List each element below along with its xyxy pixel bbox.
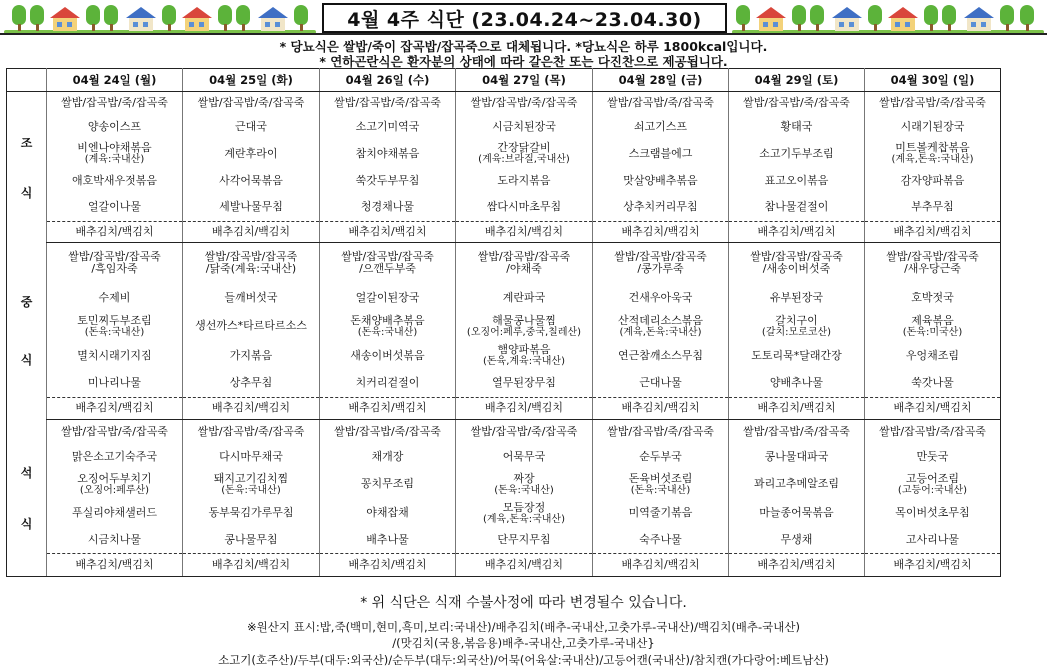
menu-item: 배추김치/백김치 <box>47 397 183 420</box>
menu-item: 계란파국 <box>456 284 593 312</box>
menu-item: 참나물겉절이 <box>729 194 865 221</box>
menu-body <box>7 92 1001 577</box>
house-icon <box>966 7 992 31</box>
menu-item-origin: (오징어:페루,중국,칠레산) <box>466 326 582 338</box>
lunch-row <box>7 312 1001 341</box>
breakfast-row <box>7 92 1001 114</box>
day-header: 04월 30일 (일) <box>865 69 1001 92</box>
tree-icon <box>30 5 44 31</box>
menu-item: 수제비 <box>47 284 183 312</box>
menu-item: 야채잡채 <box>320 499 456 528</box>
menu-item: 배추김치/백김치 <box>320 397 456 420</box>
menu-item: 배추김치/백김치 <box>593 397 729 420</box>
menu-item-origin: (돈육:국내산) <box>221 484 281 496</box>
menu-item-origin: (계육,돈육:국내산) <box>619 326 702 338</box>
menu-item-name: 돼지고기김치찜 <box>213 471 289 485</box>
menu-item: 배추김치/백김치 <box>865 397 1001 420</box>
menu-item: 쌀밥/잡곡밥/죽/잡곡죽 <box>593 92 729 114</box>
menu-item: 양송이스프 <box>47 113 183 140</box>
header-decoration-left <box>4 2 316 34</box>
lunch-row <box>7 243 1001 284</box>
menu-item: 상추무침 <box>183 370 320 397</box>
menu-item-origin: (돈육:국내산) <box>630 484 691 496</box>
menu-item: 맑은소고기숙주국 <box>47 445 183 470</box>
menu-item: 새송이버섯볶음 <box>320 341 456 370</box>
menu-item-origin: /닭죽(계육:국내산) <box>205 262 297 276</box>
menu-item: 쌀밥/잡곡밥/죽/잡곡죽 <box>183 92 320 114</box>
menu-item-origin: /새우당근죽 <box>904 262 961 276</box>
menu-item: 애호박새우젓볶음 <box>47 167 183 194</box>
menu-item <box>456 140 593 167</box>
menu-item: 생선까스*타르타르소스 <box>183 312 320 341</box>
dinner-row <box>7 528 1001 554</box>
day-header: 04월 27일 (목) <box>456 69 593 92</box>
menu-item: 근대나물 <box>593 370 729 397</box>
menu-item-origin: /흑임자죽 <box>91 262 138 276</box>
tree-icon <box>12 5 26 31</box>
menu-item-origin: (오징어:페루산) <box>79 484 150 496</box>
menu-item: 사각어묵볶음 <box>183 167 320 194</box>
dinner-label <box>7 420 47 577</box>
menu-item: 열무된장무침 <box>456 370 593 397</box>
menu-item: 감자양파볶음 <box>865 167 1001 194</box>
meal-label-top: 석 <box>20 465 33 480</box>
menu-item-name: 제육볶음 <box>911 313 954 327</box>
menu-item: 배추김치/백김치 <box>47 221 183 243</box>
menu-item: 가지볶음 <box>183 341 320 370</box>
menu-item: 호박젓국 <box>865 284 1001 312</box>
menu-item-name: 갈치구이 <box>775 313 818 327</box>
tree-icon <box>736 5 750 31</box>
menu-item <box>456 243 593 284</box>
menu-item-name: 쌀밥/잡곡밥/잡곡죽 <box>886 250 979 264</box>
menu-item <box>456 469 593 498</box>
menu-item <box>47 140 183 167</box>
day-header-row <box>7 69 1001 92</box>
menu-item <box>47 469 183 498</box>
menu-item: 배추김치/백김치 <box>183 554 320 577</box>
menu-item <box>320 243 456 284</box>
menu-item: 채개장 <box>320 445 456 470</box>
menu-item <box>729 312 865 341</box>
menu-item: 멸치시래기지짐 <box>47 341 183 370</box>
menu-item-name: 짜장 <box>513 471 535 485</box>
weekly-menu-table <box>6 68 1001 577</box>
menu-item-name: 오징어두부치기 <box>77 471 152 485</box>
menu-item: 황태국 <box>729 113 865 140</box>
menu-item-origin: /콩가루죽 <box>637 262 684 276</box>
menu-item: 부추무침 <box>865 194 1001 221</box>
menu-item: 고사리나물 <box>865 528 1001 554</box>
breakfast-label <box>7 92 47 243</box>
meal-label-bottom: 식 <box>20 517 33 532</box>
menu-item-origin: (돈육:미국산) <box>902 326 963 338</box>
menu-item: 콩나물무침 <box>183 528 320 554</box>
menu-item-name: 돈채양배추볶음 <box>350 313 425 327</box>
menu-item <box>47 243 183 284</box>
menu-item: 배추김치/백김치 <box>593 221 729 243</box>
menu-item: 배추김치/백김치 <box>183 221 320 243</box>
menu-item <box>183 243 320 284</box>
menu-item: 표고오이볶음 <box>729 167 865 194</box>
menu-item: 쌀밥/잡곡밥/죽/잡곡죽 <box>183 420 320 445</box>
menu-item <box>456 341 593 370</box>
lunch-label <box>7 243 47 420</box>
house-icon <box>52 7 78 31</box>
menu-item: 배추김치/백김치 <box>456 397 593 420</box>
menu-item-origin: (돈육:국내산) <box>357 326 418 338</box>
page-title: 4월 4주 식단 (23.04.24~23.04.30) <box>347 8 702 31</box>
tree-icon <box>294 5 308 31</box>
dinner-row <box>7 554 1001 577</box>
origin-line-3: 소고기(호주산)/두부(대두:외국산)/순두부(대두:외국산)/어묵(어육살:국내산)/고등어캔(국내산)/참치캔(가다랑어:베트남산) <box>218 653 829 667</box>
breakfast-row <box>7 113 1001 140</box>
house-icon <box>184 7 210 31</box>
menu-item: 쌈다시마초무침 <box>456 194 593 221</box>
menu-item: 단무지무침 <box>456 528 593 554</box>
menu-item: 참치야채볶음 <box>320 140 456 167</box>
menu-item-name: 해물콩나물찜 <box>492 313 556 327</box>
menu-item: 세발나물무침 <box>183 194 320 221</box>
menu-item-origin: (고등어:국내산) <box>897 484 968 496</box>
lunch-row <box>7 341 1001 370</box>
menu-item <box>456 312 593 341</box>
menu-item-origin: (계육:국내산) <box>84 154 145 166</box>
menu-item-name: 쌀밥/잡곡밥/잡곡죽 <box>750 250 843 264</box>
breakfast-row <box>7 194 1001 221</box>
menu-item-name: 돈육버섯조림 <box>628 471 693 485</box>
header-rule <box>0 33 1047 35</box>
menu-item-origin: (돈육:국내산) <box>84 326 145 338</box>
menu-item-name: 간장닭갈비 <box>497 141 551 155</box>
header-decoration-right <box>732 2 1044 34</box>
menu-item: 어묵무국 <box>456 445 593 470</box>
menu-item: 배추김치/백김치 <box>729 554 865 577</box>
menu-item <box>865 312 1001 341</box>
menu-item: 목이버섯초무침 <box>865 499 1001 528</box>
menu-item: 쌀밥/잡곡밥/죽/잡곡죽 <box>456 92 593 114</box>
menu-item: 배추김치/백김치 <box>47 554 183 577</box>
tree-icon <box>86 5 100 31</box>
menu-item: 얼갈이나물 <box>47 194 183 221</box>
menu-item: 연근참깨소스무침 <box>593 341 729 370</box>
menu-item: 쌀밥/잡곡밥/죽/잡곡죽 <box>320 420 456 445</box>
house-icon <box>128 7 154 31</box>
lunch-row <box>7 284 1001 312</box>
menu-item: 시래기된장국 <box>865 113 1001 140</box>
menu-item: 시금치나물 <box>47 528 183 554</box>
house-icon <box>834 7 860 31</box>
menu-item <box>865 140 1001 167</box>
menu-item: 맛살양배추볶음 <box>593 167 729 194</box>
menu-item: 배추김치/백김치 <box>320 221 456 243</box>
menu-item: 배추김치/백김치 <box>183 397 320 420</box>
day-header: 04월 29일 (토) <box>729 69 865 92</box>
menu-item: 쌀밥/잡곡밥/죽/잡곡죽 <box>47 420 183 445</box>
menu-item: 계란후라이 <box>183 140 320 167</box>
origin-line-2: /(맛김치(국용,볶음용)배추-국내산,고춧가루-국내산} <box>392 636 655 650</box>
menu-item-origin: /새송이버섯죽 <box>762 262 831 276</box>
menu-item: 다시마무채국 <box>183 445 320 470</box>
menu-item-name: 미트볼케찹볶음 <box>895 141 970 155</box>
menu-item: 쌀밥/잡곡밥/죽/잡곡죽 <box>729 420 865 445</box>
menu-item: 우엉채조림 <box>865 341 1001 370</box>
menu-item: 청경채나물 <box>320 194 456 221</box>
menu-item-name: 고등어조림 <box>905 471 960 485</box>
house-icon <box>260 7 286 31</box>
menu-item: 콩나물대파국 <box>729 445 865 470</box>
menu-item: 도토리묵*달래간장 <box>729 341 865 370</box>
menu-item: 쌀밥/잡곡밥/죽/잡곡죽 <box>593 420 729 445</box>
menu-item: 근대국 <box>183 113 320 140</box>
change-notice: * 위 식단은 식재 수불사정에 따라 변경될수 있습니다. <box>360 595 687 611</box>
title-box <box>322 3 727 33</box>
menu-item: 배추김치/백김치 <box>456 221 593 243</box>
menu-item: 쌀밥/잡곡밥/죽/잡곡죽 <box>865 420 1001 445</box>
menu-item <box>593 469 729 498</box>
menu-item <box>47 312 183 341</box>
menu-item: 무생채 <box>729 528 865 554</box>
menu-item-name: 쌀밥/잡곡밥/잡곡죽 <box>341 250 434 264</box>
menu-item: 만둣국 <box>865 445 1001 470</box>
menu-item <box>183 469 320 498</box>
menu-item-origin: (돈육,계육:국내산) <box>483 356 565 368</box>
menu-item-name: 모듬장정 <box>502 500 546 514</box>
menu-item: 배추나물 <box>320 528 456 554</box>
day-header: 04월 28일 (금) <box>593 69 729 92</box>
menu-item: 배추김치/백김치 <box>729 221 865 243</box>
tree-icon <box>942 5 956 31</box>
menu-item: 꽈리고추메알조림 <box>729 469 865 498</box>
menu-item <box>593 312 729 341</box>
breakfast-row <box>7 221 1001 243</box>
tree-icon <box>868 5 882 31</box>
menu-item-origin: /으깬두부죽 <box>359 262 416 276</box>
menu-item <box>865 469 1001 498</box>
breakfast-row <box>7 140 1001 167</box>
tree-icon <box>1020 5 1034 31</box>
tree-icon <box>924 5 938 31</box>
menu-item: 쌀밥/잡곡밥/죽/잡곡죽 <box>320 92 456 114</box>
corner-cell <box>7 69 47 92</box>
dysphagia-notice: * 연하곤란식은 환자분의 상태에 따라 갈은찬 또는 다진찬으로 제공됩니다. <box>319 54 728 69</box>
menu-item-origin: /야채죽 <box>506 262 542 276</box>
menu-item <box>865 243 1001 284</box>
menu-item-origin: (갈치:모로코산) <box>761 326 832 338</box>
menu-item-name: 쌀밥/잡곡밥/잡곡죽 <box>204 250 298 264</box>
menu-item: 소고기미역국 <box>320 113 456 140</box>
menu-item: 쌀밥/잡곡밥/죽/잡곡죽 <box>456 420 593 445</box>
meal-label-bottom: 식 <box>20 185 33 200</box>
menu-item: 마늘종어묵볶음 <box>729 499 865 528</box>
tree-icon <box>104 5 118 31</box>
menu-item: 숙주나물 <box>593 528 729 554</box>
menu-item: 건새우아욱국 <box>593 284 729 312</box>
breakfast-row <box>7 167 1001 194</box>
menu-item-name: 쌀밥/잡곡밥/잡곡죽 <box>614 250 707 264</box>
menu-item: 배추김치/백김치 <box>865 221 1001 243</box>
menu-item-name: 쌀밥/잡곡밥/잡곡죽 <box>477 250 571 264</box>
dinner-row <box>7 445 1001 470</box>
menu-item: 쌀밥/잡곡밥/죽/잡곡죽 <box>865 92 1001 114</box>
meal-label-top: 중 <box>20 294 33 309</box>
menu-item <box>729 243 865 284</box>
menu-item: 쑥갓두부무침 <box>320 167 456 194</box>
menu-item-name: 산적데리소스볶음 <box>617 313 703 327</box>
menu-item: 동부묵김가루무침 <box>183 499 320 528</box>
menu-item: 유부된장국 <box>729 284 865 312</box>
menu-item: 미역줄기볶음 <box>593 499 729 528</box>
menu-item: 배추김치/백김치 <box>456 554 593 577</box>
lunch-row <box>7 397 1001 420</box>
menu-item: 배추김치/백김치 <box>729 397 865 420</box>
meal-label-bottom: 식 <box>20 353 33 368</box>
menu-item: 상추치커리무침 <box>593 194 729 221</box>
dinner-row <box>7 420 1001 445</box>
day-header: 04월 26일 (수) <box>320 69 456 92</box>
tree-icon <box>236 5 250 31</box>
menu-item: 꽁치무조림 <box>320 469 456 498</box>
dinner-row <box>7 499 1001 528</box>
menu-item-name: 비엔나야채볶음 <box>77 141 152 155</box>
menu-item-name: 쌀밥/잡곡밥/잡곡죽 <box>68 250 161 264</box>
menu-item: 배추김치/백김치 <box>320 554 456 577</box>
origin-line-1: ※원산지 표시:밥,죽(백미,현미,흑미,보리:국내산)/배추김치(배추-국내산,고춧가루-국내산)/백김치(배추-국내산) <box>246 620 800 634</box>
menu-item: 미나리나물 <box>47 370 183 397</box>
menu-item: 시금치된장국 <box>456 113 593 140</box>
menu-item: 쑥갓나물 <box>865 370 1001 397</box>
tree-icon <box>218 5 232 31</box>
menu-item: 스크램블에그 <box>593 140 729 167</box>
menu-item-origin: (돈육:국내산) <box>494 484 554 496</box>
menu-item: 도라지볶음 <box>456 167 593 194</box>
menu-item-name: 토민찌두부조림 <box>77 313 152 327</box>
lunch-row <box>7 370 1001 397</box>
tree-icon <box>1000 5 1014 31</box>
menu-item: 들깨버섯국 <box>183 284 320 312</box>
menu-item: 푸실리야채샐러드 <box>47 499 183 528</box>
menu-item: 쌀밥/잡곡밥/죽/잡곡죽 <box>47 92 183 114</box>
menu-item: 양배추나물 <box>729 370 865 397</box>
menu-item: 소고기두부조림 <box>729 140 865 167</box>
menu-item <box>456 499 593 528</box>
meal-label-top: 조 <box>20 136 33 151</box>
menu-item <box>593 243 729 284</box>
tree-icon <box>162 5 176 31</box>
menu-item <box>320 312 456 341</box>
menu-item-origin: (계육:브라질,국내산) <box>478 154 570 166</box>
menu-item: 순두부국 <box>593 445 729 470</box>
menu-item: 치커리겉절이 <box>320 370 456 397</box>
menu-item-origin: (계육,돈육:국내산) <box>483 513 565 525</box>
diabetes-notice: * 당뇨식은 쌀밥/죽이 잡곡밥/잡곡죽으로 대체됩니다. *당뇨식은 하루 1800kcal입니다. <box>279 39 768 54</box>
menu-item: 배추김치/백김치 <box>593 554 729 577</box>
day-header: 04월 24일 (월) <box>47 69 183 92</box>
menu-item: 쌀밥/잡곡밥/죽/잡곡죽 <box>729 92 865 114</box>
menu-item: 배추김치/백김치 <box>865 554 1001 577</box>
house-icon <box>758 7 784 31</box>
tree-icon <box>810 5 824 31</box>
menu-item: 쇠고기스프 <box>593 113 729 140</box>
menu-item: 얼갈이된장국 <box>320 284 456 312</box>
tree-icon <box>792 5 806 31</box>
menu-item-origin: (계육,돈육:국내산) <box>891 154 974 166</box>
day-header: 04월 25일 (화) <box>183 69 320 92</box>
menu-item-name: 햄양파볶음 <box>497 343 551 357</box>
dinner-row <box>7 469 1001 498</box>
house-icon <box>890 7 916 31</box>
